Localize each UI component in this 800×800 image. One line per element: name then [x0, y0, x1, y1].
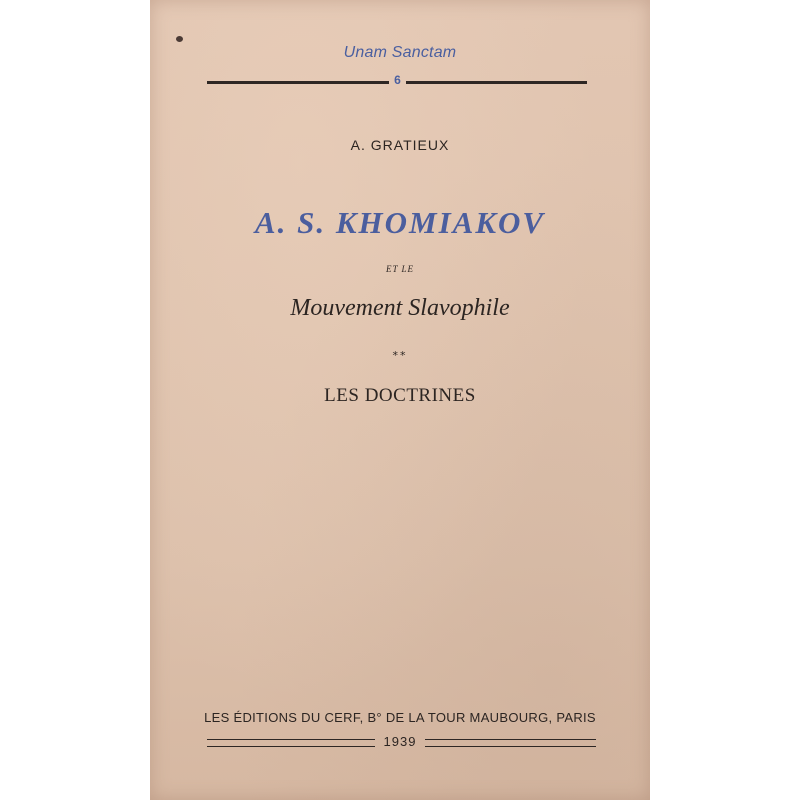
book-subtitle: Mouvement Slavophile [290, 295, 510, 321]
ink-speck [176, 36, 183, 42]
series-rule-right [406, 81, 587, 84]
year-rule-left [207, 739, 375, 747]
year-rule-right [425, 739, 596, 747]
series-rule-left [207, 81, 389, 84]
publication-year: 1939 [383, 734, 417, 749]
volume-marker: ** [392, 349, 408, 362]
series-name: Unam Sanctam [343, 44, 457, 61]
publisher-line: LES ÉDITIONS DU CERF, B° DE LA TOUR MAUBOURG, PARIS [204, 710, 596, 725]
title-conjunction: ET LE [385, 264, 415, 274]
book-cover [150, 0, 650, 800]
book-title: A. S. KHOMIAKOV [254, 205, 546, 240]
volume-title: LES DOCTRINES [324, 385, 476, 406]
series-number: 6 [394, 73, 401, 87]
author-name: A. GRATIEUX [350, 137, 450, 153]
